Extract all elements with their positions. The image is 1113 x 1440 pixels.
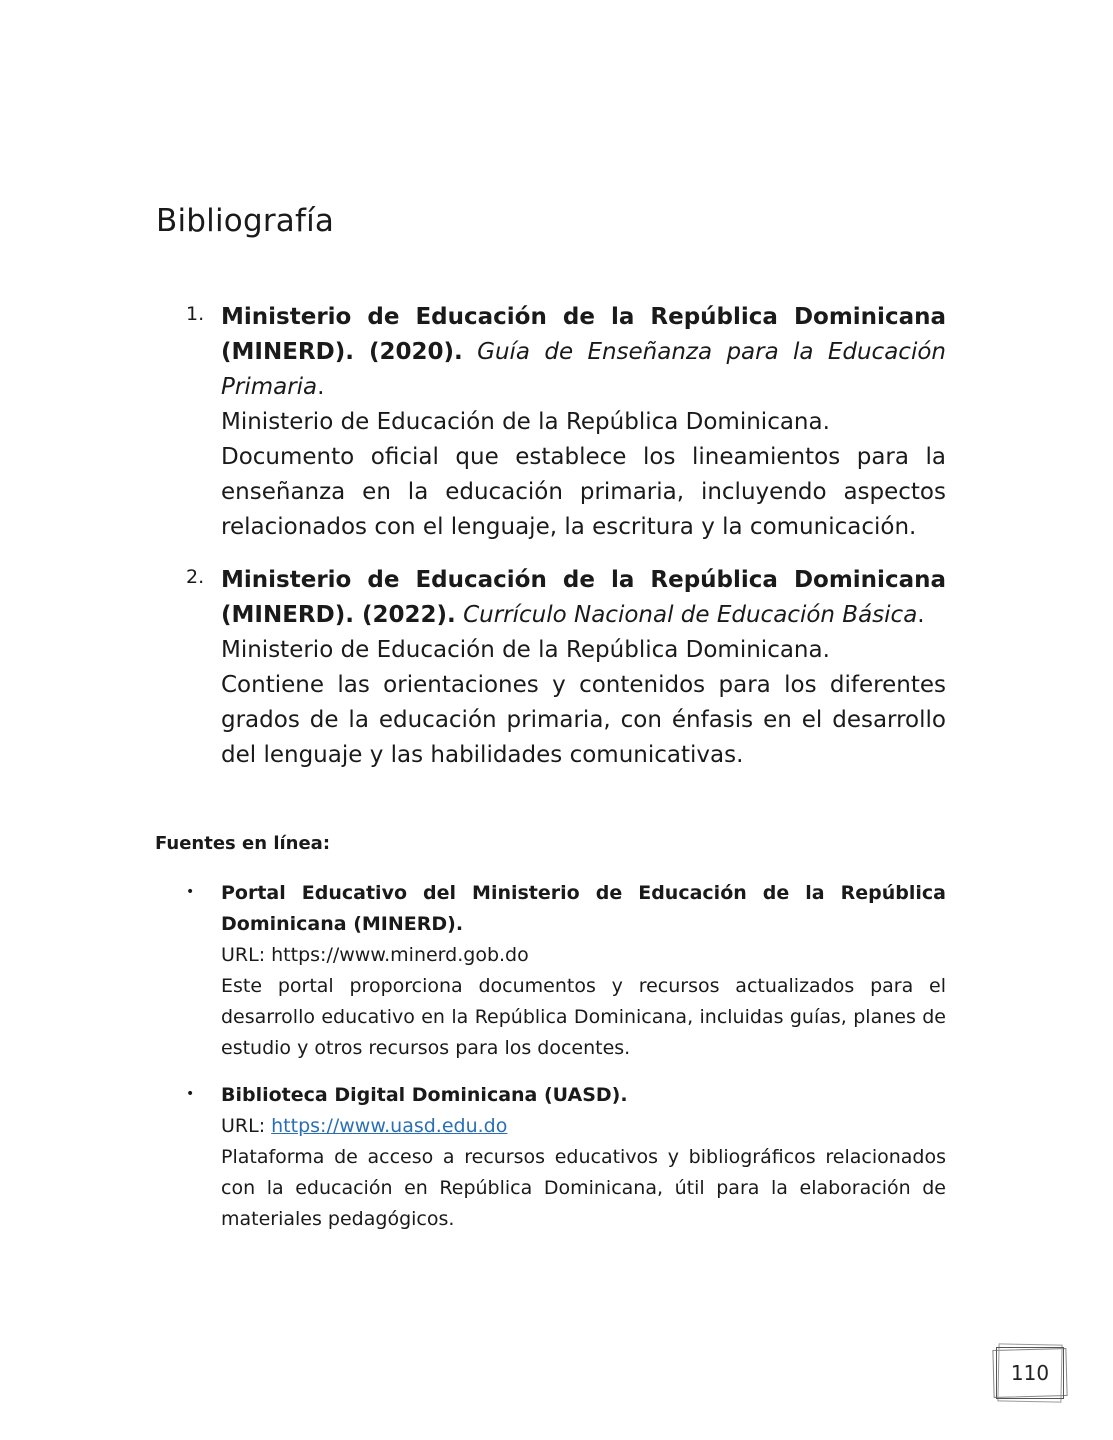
reference-author: Ministerio de Educación de la República Dominicana (MINERD). (2022). [221,567,946,628]
source-name: Biblioteca Digital Dominicana (UASD). [221,1084,628,1106]
page-number: 110 [1010,1361,1050,1385]
source-url-label: URL: [221,1115,272,1137]
reference-number: 2. [186,566,205,588]
reference-publisher: Ministerio de Educación de la República Dominicana. [221,409,830,435]
online-source-item-2 [186,1080,946,1235]
source-url-line [221,940,946,971]
reference-citation [221,300,946,405]
reference-citation [221,563,946,633]
reference-work-title: Guía de Enseñanza para la Educación Primaria [221,339,946,400]
reference-number: 1. [186,303,205,325]
reference-author: Ministerio de Educación de la República Dominicana (MINERD). (2020). [221,304,946,365]
reference-work-end: . [917,602,925,628]
source-url-line [221,1111,946,1142]
reference-description: Documento oficial que establece los lineamientos para la enseñanza en la educación primaria, incluyendo aspectos relacionados con el lenguaje, la escritura y la comunicación. [221,444,946,540]
source-url-text: https://www.minerd.gob.do [271,944,529,966]
source-name: Portal Educativo del Ministerio de Educación de la República Dominicana (MINERD). [221,882,946,935]
reference-item-2 [186,563,946,773]
bullet-icon: • [186,884,195,900]
online-sources-list [186,878,946,1251]
page-number-box [996,1347,1064,1399]
bibliography-list [186,300,946,791]
page-title: Bibliografía [156,203,335,239]
reference-publisher: Ministerio de Educación de la República Dominicana. [221,637,830,663]
source-description: Plataforma de acceso a recursos educativos y bibliográficos relacionados con la educación en República Dominicana, útil para la elaboración de materiales pedagógicos. [221,1146,946,1230]
source-url-link[interactable]: https://www.uasd.edu.do [271,1115,508,1137]
reference-work-end: . [317,374,325,400]
reference-work-title: Currículo Nacional de Educación Básica [463,602,918,628]
source-url-label: URL: [221,944,272,966]
online-sources-heading: Fuentes en línea: [155,833,331,854]
reference-item-1 [186,300,946,545]
bullet-icon: • [186,1086,195,1102]
online-source-item-1 [186,878,946,1064]
reference-description: Contiene las orientaciones y contenidos para los diferentes grados de la educación primaria, con énfasis en el desarrollo del lenguaje y las habilidades comunicativas. [221,672,946,768]
source-description: Este portal proporciona documentos y recursos actualizados para el desarrollo educativo en la República Dominicana, incluidas guías, planes de estudio y otros recursos para los docentes. [221,975,946,1059]
